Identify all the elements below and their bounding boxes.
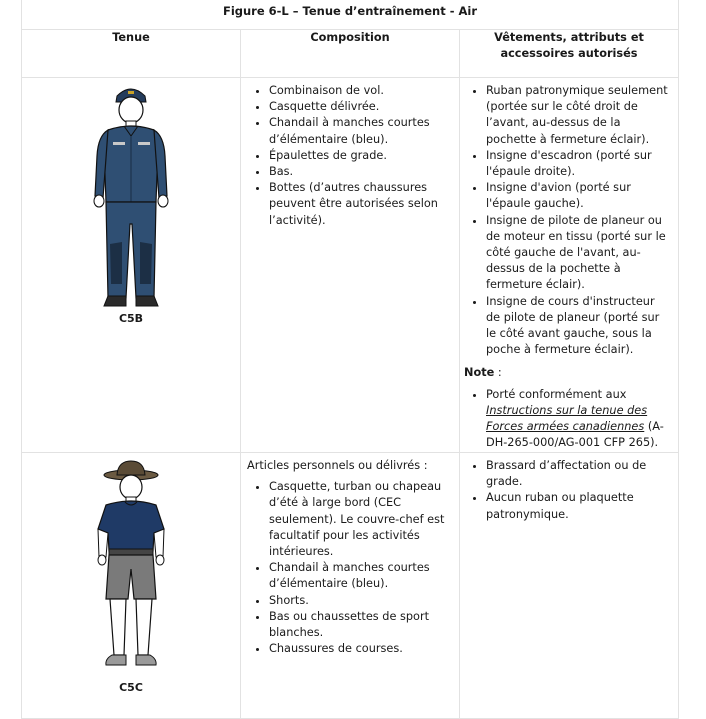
note-colon: : (494, 366, 502, 380)
composition-intro: Articles personnels ou délivrés : (247, 459, 428, 472)
list-item: • Insigne d'avion (porté sur l'épaule gauche). (486, 180, 672, 212)
composition-cell (241, 453, 460, 719)
header-composition: Composition (241, 30, 460, 78)
list-item: • Bottes (d’autres chaussures peuvent être autorisées selon l’activité). (269, 180, 453, 229)
table-row (22, 453, 679, 719)
uniform-table (21, 0, 679, 719)
list-item: • Épaulettes de grade. (269, 148, 453, 164)
header-accessories: Vêtements, attributs et accessoires autorisés (460, 30, 679, 78)
list-item: • Chaussures de courses. (269, 641, 453, 657)
composition-cell (241, 78, 460, 453)
composition-list (247, 83, 453, 229)
dress-instructions-link[interactable]: Instructions sur la tenue des Forces armées canadiennes (486, 403, 648, 434)
note-text-suffix: (A-DH-265-000/AG-001 CFP 265). (486, 420, 664, 450)
list-item: • Shorts. (269, 593, 453, 609)
table-caption: Figure 6-L – Tenue d’entraînement - Air (22, 0, 679, 30)
accessories-list (464, 83, 672, 358)
note-list (464, 387, 672, 452)
list-item: • Bas ou chaussettes de sport blanches. (269, 609, 453, 641)
figure-label-c5b: C5B (118, 312, 144, 325)
list-item: • Casquette, turban ou chapeau d’été à large bord (CEC seulement). Le couvre-chef est facultatif pour les activités intérieures. (269, 479, 453, 560)
table-row (22, 78, 679, 453)
note-heading (464, 365, 672, 381)
list-item: • Brassard d’affectation ou de grade. (486, 458, 672, 490)
list-item: • Insigne d'escadron (porté sur l'épaule droite). (486, 148, 672, 180)
list-item: • Casquette délivrée. (269, 99, 453, 115)
figure-label-c5c: C5C (119, 681, 143, 694)
list-item: • Aucun ruban ou plaquette patronymique. (486, 490, 672, 522)
note-text-prefix: Porté conformément aux (486, 387, 627, 401)
list-item: • Ruban patronymique seulement (portée sur le côté droit de l’avant, au-dessus de la pochette à fermeture éclair). (486, 83, 672, 148)
flight-suit-figure (86, 84, 176, 312)
uniform-figure-cell (22, 453, 241, 719)
accessories-cell (460, 78, 679, 453)
accessories-cell (460, 453, 679, 719)
accessories-list (464, 458, 672, 523)
uniform-figure-cell (22, 78, 241, 453)
list-item: • Chandail à manches courtes d’élémentaire (bleu). (269, 115, 453, 147)
composition-list (247, 479, 453, 657)
list-item: • Insigne de pilote de planeur ou de moteur en tissu (porté sur le côté gauche de l'avant, au-dessus de la pochette à fermeture éclair). (486, 213, 672, 294)
sport-uniform-figure (86, 459, 176, 681)
list-item: • Chandail à manches courtes d’élémentaire (bleu). (269, 560, 453, 592)
list-item: • Insigne de cours d'instructeur de pilote de planeur (porté sur le côté avant gauche, sous la poche à fermeture éclair). (486, 294, 672, 359)
note-label: Note (464, 366, 495, 380)
list-item: • Bas. (269, 164, 453, 180)
header-row (22, 30, 679, 78)
list-item: • Combinaison de vol. (269, 83, 453, 99)
header-tenue: Tenue (22, 30, 241, 78)
note-item (486, 387, 672, 452)
